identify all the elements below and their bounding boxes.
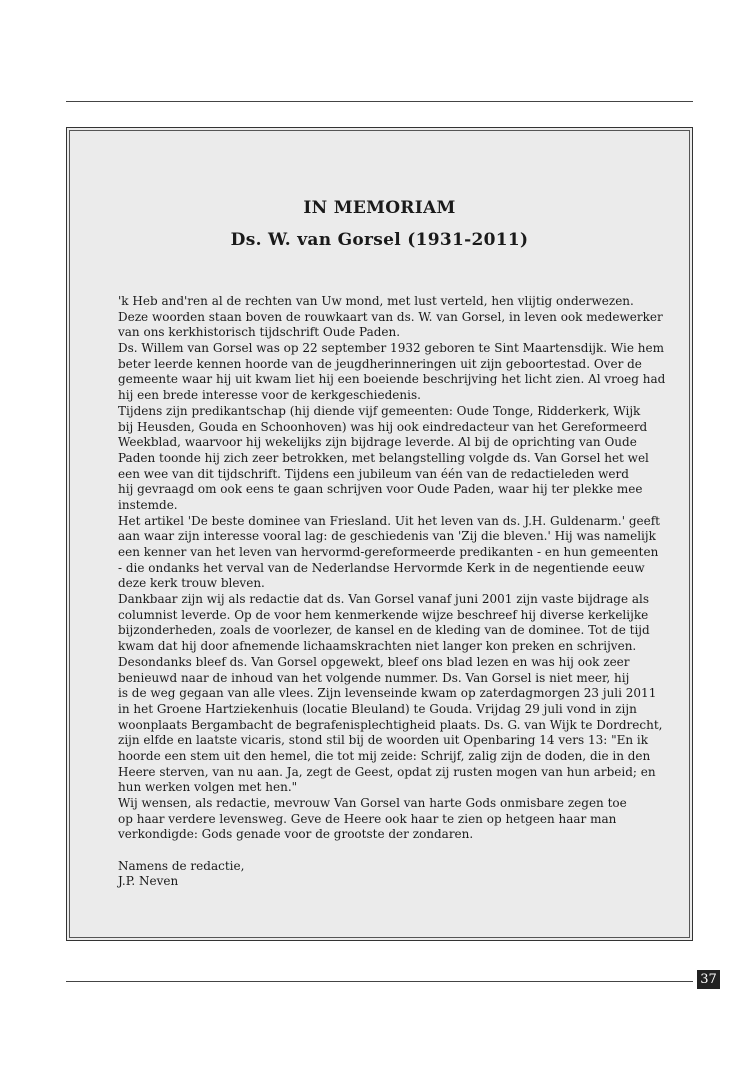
text-line: Paden toonde hij zich zeer betrokken, met belangstelling volgde ds. Van Gorsel het wel — [118, 450, 649, 465]
text-line: J.P. Neven — [118, 874, 179, 889]
page-number: 37 — [697, 970, 720, 989]
page-title: IN MEMORIAM — [303, 198, 456, 218]
text-line: - die ondanks het verval van de Nederlandse Hervormde Kerk in de negentiende eeuw — [118, 560, 645, 575]
top-rule — [66, 101, 693, 102]
text-line: Tijdens zijn predikantschap (hij diende vijf gemeenten: Oude Tonge, Ridderkerk, Wijk — [118, 403, 641, 418]
text-line — [118, 843, 678, 859]
text-line: 'k Heb and'ren al de rechten van Uw mond, met lust verteld, hen vlijtig onderwezen. — [118, 294, 634, 308]
text-line: Het artikel 'De beste dominee van Friesland. Uit het leven van ds. J.H. Guldenarm.' geeft — [118, 513, 660, 528]
text-line: Heere sterven, van nu aan. Ja, zegt de Geest, opdat zij rusten mogen van hun arbeid; en — [118, 764, 656, 779]
text-line: Deze woorden staan boven de rouwkaart van ds. W. van Gorsel, in leven ook medewerker — [118, 309, 663, 324]
text-line: Weekblad, waarvoor hij wekelijks zijn bijdrage leverde. Al bij de oprichting van Oude — [118, 435, 637, 450]
text-line: aan waar zijn interesse vooral lag: de geschiedenis van 'Zij die bleven.' Hij was namelijk — [118, 529, 656, 544]
text-line: is de weg gegaan van alle vlees. Zijn levenseinde kwam op zaterdagmorgen 23 juli 2011 — [118, 686, 657, 701]
text-line: Namens de redactie, — [118, 858, 245, 873]
text-line: in het Groene Hartziekenhuis (locatie Bleuland) te Gouda. Vrijdag 29 juli vond in zijn — [118, 701, 637, 716]
text-line: Ds. Willem van Gorsel was op 22 september 1932 geboren te Sint Maartensdijk. Wie hem — [118, 341, 665, 356]
text-line: Wij wensen, als redactie, mevrouw Van Gorsel van harte Gods onmisbare zegen toe — [118, 796, 627, 810]
text-line: een kenner van het leven van hervormd-gereformeerde predikanten - en hun gemeenten — [118, 545, 659, 559]
text-line: Desondanks bleef ds. Van Gorsel opgewekt, bleef ons blad lezen en was hij ook zeer — [118, 654, 630, 669]
text-line: Dankbaar zijn wij als redactie dat ds. Van Gorsel vanaf juni 2001 zijn vaste bijdrage als — [118, 592, 650, 607]
text-line: bij Heusden, Gouda en Schoonhoven) was hij ook eindredacteur van het Gereformeerd — [118, 419, 648, 434]
body-text — [118, 294, 678, 890]
text-line: instemde. — [118, 497, 178, 512]
text-line: hij gevraagd om ook eens te gaan schrijven voor Oude Paden, waar hij ter plekke mee — [118, 482, 643, 497]
bottom-rule — [66, 981, 693, 982]
text-line: gemeente waar hij uit kwam liet hij een boeiende beschrijving het licht zien. Al vroeg had — [118, 372, 666, 387]
text-line: hij een brede interesse voor de kerkgeschiedenis. — [118, 388, 421, 403]
text-line: verkondigde: Gods genade voor de grootste der zondaren. — [118, 827, 474, 842]
text-line: van ons kerkhistorisch tijdschrift Oude Paden. — [118, 325, 401, 340]
text-line: benieuwd naar de inhoud van het volgende nummer. Ds. Van Gorsel is niet meer, hij — [118, 670, 630, 685]
text-line: op haar verdere levensweg. Geve de Heere ook haar te zien op hetgeen haar man — [118, 811, 617, 826]
text-line: zijn elfde en laatste vicaris, stond stil bij de woorden uit Openbaring 14 vers 13: "En ik — [118, 733, 649, 748]
memoriam-box — [66, 127, 693, 941]
text-line: bijzonderheden, zoals de voorlezer, de kansel en de kleding van de dominee. Tot de tijd — [118, 623, 650, 638]
text-line: deze kerk trouw bleven. — [118, 576, 265, 591]
text-line: hoorde een stem uit den hemel, die tot mij zeide: Schrijf, zalig zijn de doden, die in den — [118, 748, 651, 763]
subtitle: Ds. W. van Gorsel (1931-2011) — [230, 230, 529, 250]
text-line: een wee van dit tijdschrift. Tijdens een jubileum van één van de redactieleden werd — [118, 466, 629, 481]
text-line: beter leerde kennen hoorde van de jeugdherinneringen uit zijn geboortestad. Over de — [118, 356, 642, 371]
text-line: woonplaats Bergambacht de begrafenisplechtigheid plaats. Ds. G. van Wijk te Dordrecht, — [118, 717, 663, 732]
text-line: hun werken volgen met hen." — [118, 780, 298, 795]
text-line: columnist leverde. Op de voor hem kenmerkende wijze beschreef hij diverse kerkelijke — [118, 607, 649, 622]
text-line: kwam dat hij door afnemende lichaamskrachten niet langer kon preken en schrijven. — [118, 639, 637, 654]
